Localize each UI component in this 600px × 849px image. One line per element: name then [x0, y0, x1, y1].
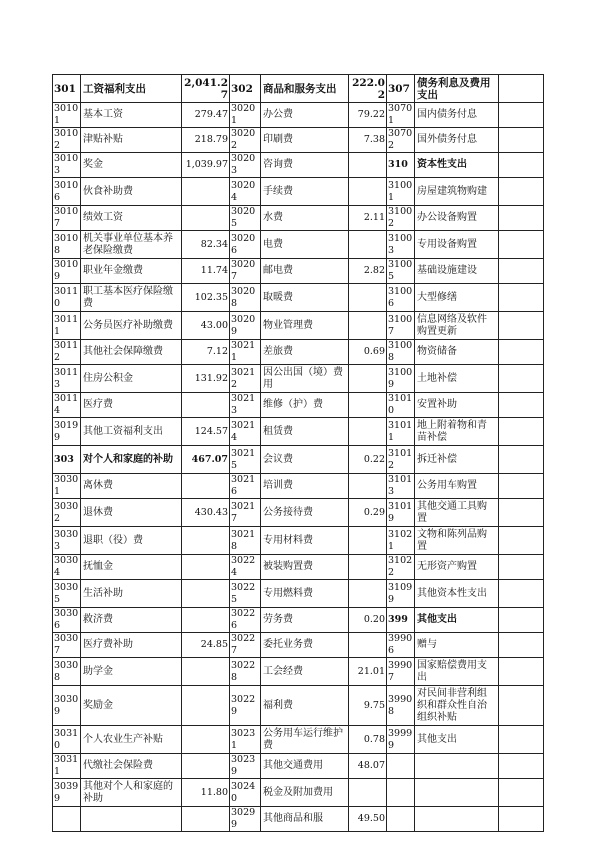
- name-cell: 大型修缮: [415, 284, 499, 312]
- table-row: [53, 75, 544, 103]
- amount-cell: [499, 527, 544, 555]
- code-cell: [387, 779, 415, 807]
- name-cell: 住房公积金: [81, 365, 182, 393]
- code-cell: [387, 807, 415, 832]
- name-cell: 办公设备购置: [415, 206, 499, 231]
- amount-cell: 7.38: [349, 128, 387, 153]
- code-cell: 31013: [387, 474, 415, 499]
- name-cell: 生活补助: [81, 580, 182, 608]
- name-cell: 会议费: [261, 446, 349, 474]
- amount-cell: 0.22: [349, 446, 387, 474]
- amount-cell: [499, 580, 544, 608]
- name-cell: 信息网络及软件购置更新: [415, 312, 499, 340]
- code-cell: 30218: [230, 527, 261, 555]
- amount-cell: [182, 658, 230, 686]
- code-cell: 30102: [53, 128, 81, 153]
- code-cell: 30205: [230, 206, 261, 231]
- name-cell: 其他对个人和家庭的补助: [81, 779, 182, 807]
- code-cell: 39907: [387, 658, 415, 686]
- name-cell: 培训费: [261, 474, 349, 499]
- table-row: [53, 754, 544, 779]
- name-cell: 无形资产购置: [415, 555, 499, 580]
- code-cell: 30213: [230, 393, 261, 418]
- name-cell: 退休费: [81, 499, 182, 527]
- name-cell: 助学金: [81, 658, 182, 686]
- name-cell: 工资福利支出: [81, 75, 182, 103]
- amount-cell: [182, 555, 230, 580]
- amount-cell: [182, 726, 230, 754]
- name-cell: 物资储备: [415, 340, 499, 365]
- amount-cell: 21.01: [349, 658, 387, 686]
- name-cell: 职业年金缴费: [81, 259, 182, 284]
- name-cell: 其他工资福利支出: [81, 418, 182, 446]
- amount-cell: 82.34: [182, 231, 230, 259]
- code-cell: 30226: [230, 608, 261, 633]
- code-cell: 31009: [387, 365, 415, 393]
- amount-cell: [499, 340, 544, 365]
- code-cell: 30216: [230, 474, 261, 499]
- code-cell: 30302: [53, 499, 81, 527]
- name-cell: 对民间非营利组织和群众性自治组织补贴: [415, 686, 499, 726]
- name-cell: 文物和陈列品购置: [415, 527, 499, 555]
- name-cell: 拆迁补偿: [415, 446, 499, 474]
- amount-cell: [499, 153, 544, 178]
- code-cell: 31011: [387, 418, 415, 446]
- code-cell: 30306: [53, 608, 81, 633]
- table-row: [53, 527, 544, 555]
- name-cell: 医疗费补助: [81, 633, 182, 658]
- table-row: [53, 206, 544, 231]
- code-cell: 30111: [53, 312, 81, 340]
- amount-cell: 11.80: [182, 779, 230, 807]
- table-row: [53, 779, 544, 807]
- code-cell: 30108: [53, 231, 81, 259]
- table-row: [53, 128, 544, 153]
- name-cell: 物业管理费: [261, 312, 349, 340]
- table-row: [53, 555, 544, 580]
- amount-cell: [349, 178, 387, 206]
- amount-cell: [499, 686, 544, 726]
- name-cell: 奖励金: [81, 686, 182, 726]
- name-cell: 绩效工资: [81, 206, 182, 231]
- amount-cell: 0.78: [349, 726, 387, 754]
- name-cell: 其他支出: [415, 726, 499, 754]
- amount-cell: [182, 608, 230, 633]
- amount-cell: [499, 555, 544, 580]
- code-cell: 30240: [230, 779, 261, 807]
- table-row: [53, 446, 544, 474]
- code-cell: 30199: [53, 418, 81, 446]
- amount-cell: 11.74: [182, 259, 230, 284]
- table-row: [53, 580, 544, 608]
- code-cell: 30211: [230, 340, 261, 365]
- name-cell: 退职（役）费: [81, 527, 182, 555]
- amount-cell: [499, 726, 544, 754]
- code-cell: 30225: [230, 580, 261, 608]
- name-cell: 机关事业单位基本养老保险缴费: [81, 231, 182, 259]
- amount-cell: [349, 393, 387, 418]
- code-cell: 30113: [53, 365, 81, 393]
- amount-cell: [182, 527, 230, 555]
- amount-cell: [499, 754, 544, 779]
- expenditure-table: [52, 74, 544, 832]
- name-cell: 基本工资: [81, 103, 182, 128]
- code-cell: [53, 807, 81, 832]
- code-cell: 30311: [53, 754, 81, 779]
- amount-cell: 2.11: [349, 206, 387, 231]
- code-cell: 310: [387, 153, 415, 178]
- code-cell: 30227: [230, 633, 261, 658]
- name-cell: 工会经费: [261, 658, 349, 686]
- table-row: [53, 178, 544, 206]
- name-cell: 其他交通工具购置: [415, 499, 499, 527]
- code-cell: 30106: [53, 178, 81, 206]
- name-cell: 对个人和家庭的补助: [81, 446, 182, 474]
- amount-cell: [499, 779, 544, 807]
- amount-cell: 430.43: [182, 499, 230, 527]
- amount-cell: [349, 312, 387, 340]
- table-row: [53, 474, 544, 499]
- name-cell: [415, 779, 499, 807]
- amount-cell: [499, 608, 544, 633]
- table-row: [53, 499, 544, 527]
- name-cell: 邮电费: [261, 259, 349, 284]
- code-cell: 30224: [230, 555, 261, 580]
- name-cell: 医疗费: [81, 393, 182, 418]
- code-cell: 31005: [387, 259, 415, 284]
- code-cell: 31001: [387, 178, 415, 206]
- amount-cell: [182, 393, 230, 418]
- name-cell: 奖金: [81, 153, 182, 178]
- code-cell: 307: [387, 75, 415, 103]
- table-row: [53, 807, 544, 832]
- amount-cell: 279.47: [182, 103, 230, 128]
- amount-cell: 131.92: [182, 365, 230, 393]
- table-row: [53, 365, 544, 393]
- amount-cell: [499, 259, 544, 284]
- name-cell: 债务利息及费用支出: [415, 75, 499, 103]
- name-cell: 代缴社会保险费: [81, 754, 182, 779]
- name-cell: 其他支出: [415, 608, 499, 633]
- code-cell: 30399: [53, 779, 81, 807]
- amount-cell: [349, 555, 387, 580]
- amount-cell: [182, 686, 230, 726]
- name-cell: 专用燃料费: [261, 580, 349, 608]
- name-cell: 安置补助: [415, 393, 499, 418]
- name-cell: 公务员医疗补助缴费: [81, 312, 182, 340]
- table-row: [53, 312, 544, 340]
- amount-cell: 0.29: [349, 499, 387, 527]
- name-cell: 公务用车运行维护费: [261, 726, 349, 754]
- amount-cell: [349, 527, 387, 555]
- name-cell: [415, 754, 499, 779]
- code-cell: 399: [387, 608, 415, 633]
- code-cell: 30229: [230, 686, 261, 726]
- amount-cell: [182, 580, 230, 608]
- table-row: [53, 284, 544, 312]
- name-cell: 税金及附加费用: [261, 779, 349, 807]
- amount-cell: [349, 779, 387, 807]
- code-cell: 31006: [387, 284, 415, 312]
- code-cell: 30203: [230, 153, 261, 178]
- code-cell: 30202: [230, 128, 261, 153]
- amount-cell: [499, 284, 544, 312]
- code-cell: 30701: [387, 103, 415, 128]
- name-cell: 津贴补贴: [81, 128, 182, 153]
- amount-cell: [182, 474, 230, 499]
- table-body: [53, 75, 544, 832]
- code-cell: 30301: [53, 474, 81, 499]
- amount-cell: [499, 474, 544, 499]
- amount-cell: [349, 365, 387, 393]
- code-cell: 31099: [387, 580, 415, 608]
- name-cell: 离休费: [81, 474, 182, 499]
- amount-cell: [349, 284, 387, 312]
- code-cell: 30110: [53, 284, 81, 312]
- name-cell: 职工基本医疗保险缴费: [81, 284, 182, 312]
- amount-cell: [499, 75, 544, 103]
- code-cell: 30307: [53, 633, 81, 658]
- name-cell: [415, 807, 499, 832]
- name-cell: 水费: [261, 206, 349, 231]
- amount-cell: 0.20: [349, 608, 387, 633]
- name-cell: 被装购置费: [261, 555, 349, 580]
- code-cell: 30209: [230, 312, 261, 340]
- amount-cell: 24.85: [182, 633, 230, 658]
- amount-cell: 222.02: [349, 75, 387, 103]
- name-cell: 其他交通费用: [261, 754, 349, 779]
- code-cell: 30214: [230, 418, 261, 446]
- table-row: [53, 633, 544, 658]
- code-cell: 31022: [387, 555, 415, 580]
- amount-cell: [499, 633, 544, 658]
- code-cell: 30212: [230, 365, 261, 393]
- table-row: [53, 103, 544, 128]
- name-cell: 手续费: [261, 178, 349, 206]
- amount-cell: [182, 206, 230, 231]
- code-cell: 303: [53, 446, 81, 474]
- code-cell: 39999: [387, 726, 415, 754]
- amount-cell: [182, 754, 230, 779]
- amount-cell: 124.57: [182, 418, 230, 446]
- amount-cell: 0.69: [349, 340, 387, 365]
- amount-cell: 218.79: [182, 128, 230, 153]
- code-cell: 30239: [230, 754, 261, 779]
- name-cell: 其他资本性支出: [415, 580, 499, 608]
- code-cell: 30309: [53, 686, 81, 726]
- code-cell: 30217: [230, 499, 261, 527]
- code-cell: 30299: [230, 807, 261, 832]
- table-row: [53, 658, 544, 686]
- code-cell: 31008: [387, 340, 415, 365]
- amount-cell: [499, 446, 544, 474]
- name-cell: 其他社会保障缴费: [81, 340, 182, 365]
- table-row: [53, 153, 544, 178]
- name-cell: 公务接待费: [261, 499, 349, 527]
- name-cell: 因公出国（境）费用: [261, 365, 349, 393]
- table-row: [53, 259, 544, 284]
- table-row: [53, 393, 544, 418]
- code-cell: 39908: [387, 686, 415, 726]
- code-cell: 31002: [387, 206, 415, 231]
- amount-cell: 2,041.27: [182, 75, 230, 103]
- name-cell: 国家赔偿费用支出: [415, 658, 499, 686]
- name-cell: 地上附着物和青苗补偿: [415, 418, 499, 446]
- amount-cell: [349, 580, 387, 608]
- amount-cell: [499, 206, 544, 231]
- code-cell: 30304: [53, 555, 81, 580]
- code-cell: 30228: [230, 658, 261, 686]
- amount-cell: [349, 231, 387, 259]
- table-row: [53, 418, 544, 446]
- code-cell: 30231: [230, 726, 261, 754]
- amount-cell: [499, 103, 544, 128]
- name-cell: 资本性支出: [415, 153, 499, 178]
- code-cell: 30207: [230, 259, 261, 284]
- code-cell: [387, 754, 415, 779]
- code-cell: 31003: [387, 231, 415, 259]
- name-cell: 专用材料费: [261, 527, 349, 555]
- amount-cell: 43.00: [182, 312, 230, 340]
- amount-cell: [499, 393, 544, 418]
- table-row: [53, 726, 544, 754]
- name-cell: 赠与: [415, 633, 499, 658]
- name-cell: 专用设备购置: [415, 231, 499, 259]
- amount-cell: [499, 418, 544, 446]
- amount-cell: 467.07: [182, 446, 230, 474]
- table-row: [53, 340, 544, 365]
- name-cell: 伙食补助费: [81, 178, 182, 206]
- name-cell: 咨询费: [261, 153, 349, 178]
- amount-cell: [499, 807, 544, 832]
- amount-cell: 79.22: [349, 103, 387, 128]
- amount-cell: 7.12: [182, 340, 230, 365]
- code-cell: 30107: [53, 206, 81, 231]
- code-cell: 31021: [387, 527, 415, 555]
- name-cell: 维修（护）费: [261, 393, 349, 418]
- name-cell: 取暖费: [261, 284, 349, 312]
- code-cell: 30103: [53, 153, 81, 178]
- amount-cell: [182, 178, 230, 206]
- code-cell: 30310: [53, 726, 81, 754]
- amount-cell: [349, 474, 387, 499]
- name-cell: 其他商品和服: [261, 807, 349, 832]
- code-cell: 30101: [53, 103, 81, 128]
- code-cell: 301: [53, 75, 81, 103]
- name-cell: 委托业务费: [261, 633, 349, 658]
- code-cell: 30201: [230, 103, 261, 128]
- amount-cell: [499, 178, 544, 206]
- code-cell: 30109: [53, 259, 81, 284]
- table-row: [53, 686, 544, 726]
- amount-cell: 48.07: [349, 754, 387, 779]
- code-cell: 31010: [387, 393, 415, 418]
- name-cell: 电费: [261, 231, 349, 259]
- code-cell: 39906: [387, 633, 415, 658]
- amount-cell: 9.75: [349, 686, 387, 726]
- amount-cell: [349, 153, 387, 178]
- amount-cell: [182, 807, 230, 832]
- name-cell: 商品和服务支出: [261, 75, 349, 103]
- amount-cell: 2.82: [349, 259, 387, 284]
- amount-cell: [349, 418, 387, 446]
- code-cell: 302: [230, 75, 261, 103]
- code-cell: 30112: [53, 340, 81, 365]
- name-cell: 抚恤金: [81, 555, 182, 580]
- code-cell: 30114: [53, 393, 81, 418]
- code-cell: 31012: [387, 446, 415, 474]
- name-cell: 基础设施建设: [415, 259, 499, 284]
- amount-cell: [499, 128, 544, 153]
- name-cell: 差旅费: [261, 340, 349, 365]
- code-cell: 30305: [53, 580, 81, 608]
- amount-cell: [499, 231, 544, 259]
- amount-cell: 1,039.97: [182, 153, 230, 178]
- code-cell: 30702: [387, 128, 415, 153]
- code-cell: 30215: [230, 446, 261, 474]
- amount-cell: [499, 658, 544, 686]
- name-cell: 个人农业生产补贴: [81, 726, 182, 754]
- name-cell: 国外债务付息: [415, 128, 499, 153]
- amount-cell: [499, 312, 544, 340]
- name-cell: 租赁费: [261, 418, 349, 446]
- amount-cell: [499, 499, 544, 527]
- name-cell: 公务用车购置: [415, 474, 499, 499]
- amount-cell: [499, 365, 544, 393]
- name-cell: 房屋建筑物购建: [415, 178, 499, 206]
- code-cell: 30208: [230, 284, 261, 312]
- code-cell: 30206: [230, 231, 261, 259]
- code-cell: 30308: [53, 658, 81, 686]
- name-cell: 劳务费: [261, 608, 349, 633]
- table-row: [53, 608, 544, 633]
- code-cell: 31019: [387, 499, 415, 527]
- name-cell: 印刷费: [261, 128, 349, 153]
- name-cell: 办公费: [261, 103, 349, 128]
- table-row: [53, 231, 544, 259]
- name-cell: 救济费: [81, 608, 182, 633]
- code-cell: 30303: [53, 527, 81, 555]
- name-cell: 土地补偿: [415, 365, 499, 393]
- amount-cell: 49.50: [349, 807, 387, 832]
- amount-cell: [349, 633, 387, 658]
- name-cell: [81, 807, 182, 832]
- name-cell: 国内债务付息: [415, 103, 499, 128]
- amount-cell: 102.35: [182, 284, 230, 312]
- code-cell: 30204: [230, 178, 261, 206]
- name-cell: 福利费: [261, 686, 349, 726]
- code-cell: 31007: [387, 312, 415, 340]
